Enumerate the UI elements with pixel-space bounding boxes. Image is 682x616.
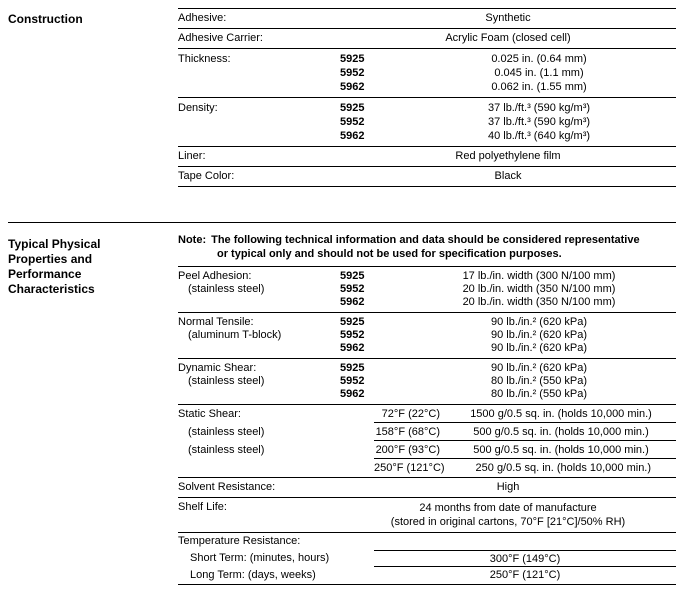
product-code: 5925 — [340, 102, 365, 114]
short-term-label: Short Term: (minutes, hours) — [190, 552, 330, 564]
density-values — [402, 101, 676, 143]
normal-tensile-value: 90 lb./in.² (620 kPa) — [491, 316, 587, 328]
adhesive-value: Synthetic — [485, 12, 531, 24]
thickness-label: Thickness: — [178, 53, 231, 65]
adhesive-label: Adhesive: — [178, 12, 227, 24]
static-shear-sublabel: (stainless steel) — [188, 444, 265, 456]
static-shear-subrow — [374, 405, 676, 423]
peel-adhesion-label: Peel Adhesion: — [178, 270, 252, 282]
peel-adhesion-value: 20 lb./in. width (350 N/100 mm) — [462, 296, 616, 308]
note-block — [178, 233, 676, 267]
dynamic-shear-value: 80 lb./in.² (550 kPa) — [491, 388, 587, 400]
static-shear-row — [178, 405, 676, 478]
static-shear-value: 1500 g/0.5 sq. in. (holds 10,000 min.) — [470, 407, 652, 420]
static-shear-temp: 158°F (68°C) — [375, 425, 440, 438]
product-code: 5952 — [340, 116, 365, 128]
product-code: 5952 — [340, 329, 365, 341]
dynamic-shear-row — [178, 359, 676, 405]
title-line: Performance — [8, 267, 82, 281]
solvent-resistance-label: Solvent Resistance: — [178, 481, 276, 493]
normal-tensile-row — [178, 313, 676, 359]
properties-section-title — [8, 233, 178, 297]
construction-section — [0, 8, 682, 187]
dynamic-shear-value: 90 lb./in.² (620 kPa) — [491, 362, 587, 374]
liner-value: Red polyethylene film — [455, 150, 561, 162]
thickness-product-codes — [340, 52, 402, 94]
properties-section — [0, 233, 682, 585]
shelf-life-row — [178, 498, 676, 533]
normal-tensile-value: 90 lb./in.² (620 kPa) — [491, 342, 587, 354]
shelf-life-value-line1: 24 months from date of manufacture — [419, 502, 597, 514]
note-label: Note: — [178, 234, 207, 246]
product-code: 5925 — [340, 316, 365, 328]
peel-adhesion-sublabel: (stainless steel) — [188, 283, 265, 295]
normal-tensile-value: 90 lb./in.² (620 kPa) — [491, 329, 587, 341]
temperature-resistance-row — [178, 533, 676, 585]
peel-adhesion-value: 17 lb./in. width (300 N/100 mm) — [462, 270, 616, 282]
product-code: 5952 — [340, 283, 365, 295]
product-code: 5952 — [340, 375, 365, 387]
note-text-line1: The following technical information and data should be considered representative — [211, 234, 640, 246]
tape-color-row — [178, 167, 676, 187]
long-term-label: Long Term: (days, weeks) — [190, 569, 316, 581]
properties-table — [178, 233, 676, 585]
static-shear-subrow — [374, 423, 676, 441]
dynamic-shear-label: Dynamic Shear: — [178, 362, 257, 374]
thickness-value: 0.062 in. (1.55 mm) — [491, 81, 587, 93]
thickness-row — [178, 49, 676, 98]
peel-adhesion-product-codes — [340, 270, 402, 309]
product-code: 5925 — [340, 362, 365, 374]
peel-adhesion-value: 20 lb./in. width (350 N/100 mm) — [462, 283, 616, 295]
product-code: 5962 — [340, 296, 365, 308]
product-code: 5925 — [340, 53, 365, 65]
dynamic-shear-sublabel: (stainless steel) — [188, 375, 265, 387]
temperature-resistance-label: Temperature Resistance: — [178, 535, 301, 547]
short-term-value: 300°F (149°C) — [374, 550, 676, 567]
adhesive-carrier-value: Acrylic Foam (closed cell) — [445, 32, 571, 44]
density-label: Density: — [178, 102, 218, 114]
construction-table — [178, 8, 676, 187]
shelf-life-label: Shelf Life: — [178, 501, 227, 513]
dynamic-shear-product-codes — [340, 362, 402, 401]
product-code: 5962 — [340, 130, 365, 142]
note-text-line2: or typical only and should not be used for specification purposes. — [217, 248, 562, 260]
density-value: 37 lb./ft.³ (590 kg/m³) — [487, 116, 591, 128]
dynamic-shear-value: 80 lb./in.² (550 kPa) — [491, 375, 587, 387]
tape-color-value: Black — [494, 170, 522, 182]
normal-tensile-product-codes — [340, 316, 402, 355]
product-code: 5962 — [340, 81, 365, 93]
static-shear-temp: 250°F (121°C) — [374, 462, 445, 474]
title-line: Characteristics — [8, 282, 95, 296]
title-line: Properties and — [8, 252, 93, 266]
solvent-resistance-row — [178, 478, 676, 498]
liner-label: Liner: — [178, 150, 206, 162]
adhesive-carrier-row — [178, 29, 676, 49]
static-shear-value: 500 g/0.5 sq. in. (holds 10,000 min.) — [473, 425, 649, 438]
static-shear-subrow — [374, 441, 676, 459]
static-shear-value: 500 g/0.5 sq. in. (holds 10,000 min.) — [473, 443, 649, 456]
construction-section-title: Construction — [8, 12, 83, 26]
thickness-value: 0.045 in. (1.1 mm) — [494, 67, 584, 79]
liner-row — [178, 147, 676, 167]
solvent-resistance-value: High — [496, 481, 520, 493]
normal-tensile-label: Normal Tensile: — [178, 316, 254, 328]
product-code: 5962 — [340, 342, 365, 354]
peel-adhesion-values — [402, 270, 676, 309]
adhesive-carrier-label: Adhesive Carrier: — [178, 32, 263, 44]
title-line: Typical Physical — [8, 237, 101, 251]
density-row — [178, 98, 676, 147]
dynamic-shear-values — [402, 362, 676, 401]
tape-color-label: Tape Color: — [178, 170, 235, 182]
density-value: 37 lb./ft.³ (590 kg/m³) — [487, 102, 591, 114]
density-product-codes — [340, 101, 402, 143]
product-code: 5952 — [340, 67, 365, 79]
normal-tensile-values — [402, 316, 676, 355]
long-term-value: 250°F (121°C) — [489, 569, 561, 581]
static-shear-subrow — [374, 459, 676, 477]
shelf-life-value-line2: (stored in original cartons, 70°F [21°C]/50% RH) — [390, 516, 626, 528]
static-shear-temp: 72°F (22°C) — [381, 407, 440, 420]
thickness-value: 0.025 in. (0.64 mm) — [491, 53, 587, 65]
static-shear-label: Static Shear: — [178, 408, 241, 420]
density-value: 40 lb./ft.³ (640 kg/m³) — [487, 130, 591, 142]
static-shear-temp: 200°F (93°C) — [375, 443, 440, 456]
section-divider-rule — [8, 222, 676, 223]
product-code: 5925 — [340, 270, 365, 282]
static-shear-value: 250 g/0.5 sq. in. (holds 10,000 min.) — [475, 462, 652, 474]
product-code: 5962 — [340, 388, 365, 400]
peel-adhesion-row — [178, 267, 676, 313]
adhesive-row — [178, 9, 676, 29]
normal-tensile-sublabel: (aluminum T-block) — [188, 329, 282, 341]
thickness-values — [402, 52, 676, 94]
spacer — [374, 533, 676, 550]
static-shear-sublabel: (stainless steel) — [188, 426, 265, 438]
